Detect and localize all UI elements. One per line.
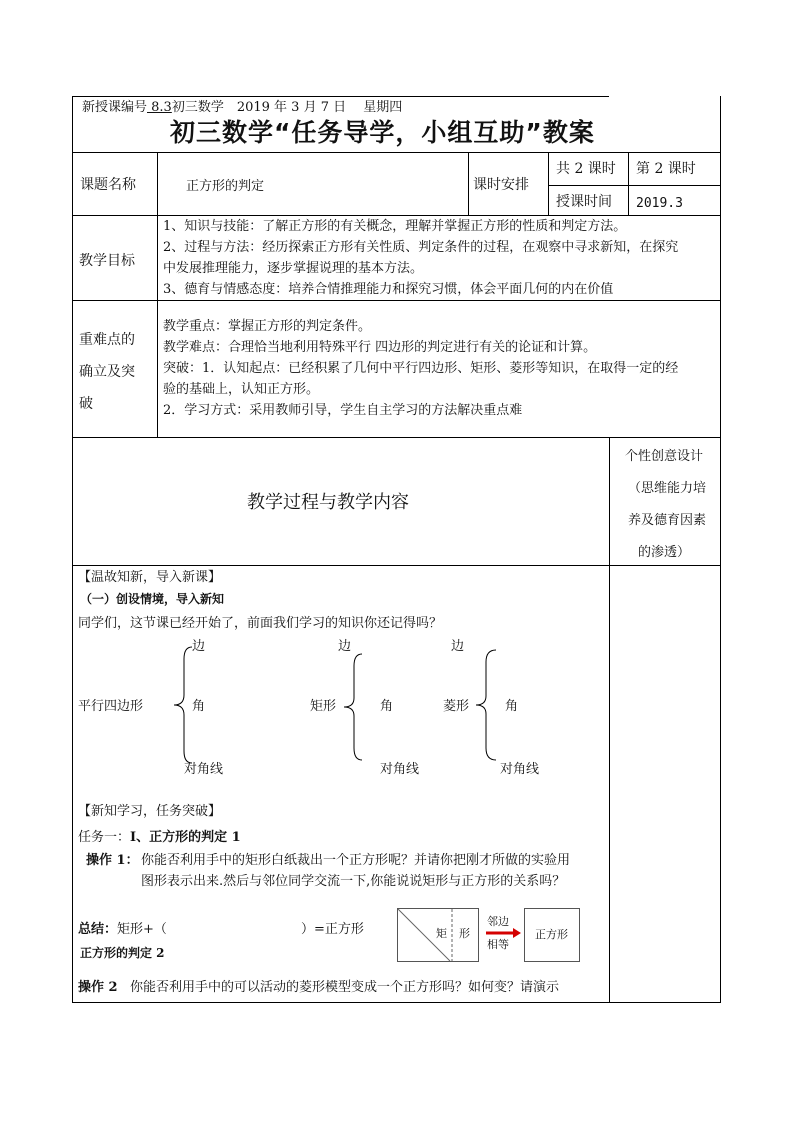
- header-line: [82, 100, 402, 116]
- topic-label: 课题名称: [80, 177, 136, 193]
- op1-line-1: 你能否利用手中的矩形白纸裁出一个正方形呢？并请你把刚才所做的实验用: [141, 853, 571, 868]
- op1-label: 操作 1：: [86, 853, 139, 868]
- goal-line-1: 1、知识与技能：了解正方形的有关概念，理解并掌握正方形的性质和判定方法。: [163, 219, 627, 234]
- keypoint-line-5: 2．学习方式：采用教师引导，学生自主学习的方法解决重点难: [163, 403, 523, 418]
- table-border-left: [72, 96, 73, 1003]
- topic-value: 正方形的判定: [186, 179, 265, 194]
- op1-line-2: 图形表示出来.然后与邻位同学交流一下,你能说说矩形与正方形的关系吗？: [141, 874, 566, 889]
- keypoints-label-3: 破: [79, 396, 93, 412]
- keypoints-label-2: 确立及突: [79, 364, 135, 380]
- table-border-bottom: [72, 1002, 720, 1003]
- row-divider-1: [72, 152, 720, 153]
- keypoint-line-2: 教学难点：合理恰当地利用特殊平行 四边形的判定进行有关的论证和计算。: [163, 340, 597, 355]
- row-divider-4: [72, 437, 720, 438]
- arrow-label-top: 邻边: [487, 915, 509, 928]
- time-label: 授课时间: [556, 194, 612, 210]
- goal-line-3: 中发展推理能力，逐步掌握说理的基本方法。: [163, 261, 424, 276]
- rhombus-angle: 角: [505, 699, 519, 714]
- summary-text: 矩形+（ ）=正方形: [117, 922, 364, 937]
- page-title: 初三数学“任务导学，小组互助”教案: [170, 118, 595, 147]
- parallelogram-angle: 角: [192, 699, 206, 714]
- keypoint-line-1: 教学重点：掌握正方形的判定条件。: [163, 319, 372, 334]
- task1-title: Ⅰ、正方形的判定 1: [130, 830, 241, 845]
- review-question: 同学们，这节课已经开始了，前面我们学习的知识你还记得吗？: [78, 616, 443, 631]
- process-heading: 教学过程与教学内容: [247, 492, 409, 513]
- schedule-label: 课时安排: [473, 177, 529, 193]
- row-divider-5: [72, 565, 720, 566]
- rectangle-edge: 边: [338, 639, 352, 654]
- shape-name-rhombus: 菱形: [443, 699, 470, 714]
- side-line-3: 养及德育因素: [628, 513, 707, 528]
- side-line-2: （思维能力培: [628, 481, 707, 496]
- task1-prefix: 任务一：: [78, 830, 131, 845]
- arrow-label-bottom: 相等: [487, 938, 509, 951]
- goal-line-2: 2、过程与方法：经历探索正方形有关性质、判定条件的过程，在观察中寻求新知，在探究: [163, 240, 679, 255]
- summary-label: 总结：: [78, 922, 118, 937]
- rectangle-paper-diagram: [397, 908, 479, 962]
- col-divider-lessons: [628, 152, 629, 215]
- col-divider-schedule: [548, 152, 549, 215]
- diagram-rect-char-a: 矩: [436, 927, 447, 940]
- op2-line: [78, 980, 559, 996]
- judge2-title: 正方形的判定 2: [80, 946, 165, 960]
- rhombus-edge: 边: [451, 639, 465, 654]
- total-lessons: 共 2 课时: [556, 161, 616, 177]
- red-arrow-icon: [484, 928, 522, 938]
- lesson-code: 8.3: [147, 100, 172, 115]
- parallelogram-brace-icon: [172, 645, 194, 765]
- rectangle-brace-icon: [342, 652, 364, 762]
- parallelogram-edge: 边: [192, 639, 206, 654]
- row-divider-3: [72, 300, 720, 301]
- rectangle-angle: 角: [380, 699, 394, 714]
- rectangle-diagonal: 对角线: [380, 762, 420, 777]
- shape-name-rectangle: 矩形: [310, 699, 337, 714]
- summary-line: [78, 922, 364, 938]
- sub-title: （一）创设情境，导入新知: [80, 592, 225, 606]
- col-divider-label: [157, 152, 158, 437]
- keypoint-line-3: 突破：1．认知起点：已经积累了几何中平行四边形、矩形、菱形等知识，在取得一定的经: [163, 361, 679, 376]
- header-meta: 初三数学 2019 年 3 月 7 日 星期四: [171, 100, 403, 115]
- table-border-top: [72, 96, 609, 97]
- goal-line-4: 3、德育与情感态度：培养合情推理能力和探究习惯，体会平面几何的内在价值: [163, 282, 614, 297]
- review-title: 【温故知新，导入新课】: [78, 570, 222, 585]
- keypoints-label-1: 重难点的: [79, 332, 135, 348]
- task1-line: [78, 830, 241, 846]
- table-border-right: [720, 96, 721, 1003]
- op2-label: 操作 2: [78, 980, 118, 995]
- time-value: 2019.3: [636, 196, 683, 211]
- keypoint-line-4: 验的基础上，认知正方形。: [163, 382, 320, 397]
- row-divider-2: [72, 215, 720, 216]
- square-diagram-label: 正方形: [535, 928, 568, 941]
- col-divider-topic: [468, 152, 469, 215]
- header-prefix: 新授课编号: [82, 100, 148, 115]
- rhombus-brace-icon: [474, 648, 498, 762]
- side-line-4: 的渗透）: [638, 545, 691, 560]
- current-lesson: 第 2 课时: [636, 161, 696, 177]
- col-divider-side: [609, 437, 610, 1002]
- new-knowledge-title: 【新知学习，任务突破】: [78, 804, 222, 819]
- parallelogram-diagonal: 对角线: [184, 762, 224, 777]
- shape-name-parallelogram: 平行四边形: [78, 699, 144, 714]
- rhombus-diagonal: 对角线: [500, 762, 540, 777]
- diagram-rect-char-b: 形: [459, 927, 470, 940]
- square-diagram: [524, 908, 580, 962]
- side-line-1: 个性创意设计: [625, 449, 704, 464]
- op2-text: 你能否利用手中的可以活动的菱形模型变成一个正方形吗？如何变？请演示: [129, 980, 559, 995]
- row-divider-info-mid: [548, 185, 720, 186]
- goals-label: 教学目标: [79, 253, 135, 269]
